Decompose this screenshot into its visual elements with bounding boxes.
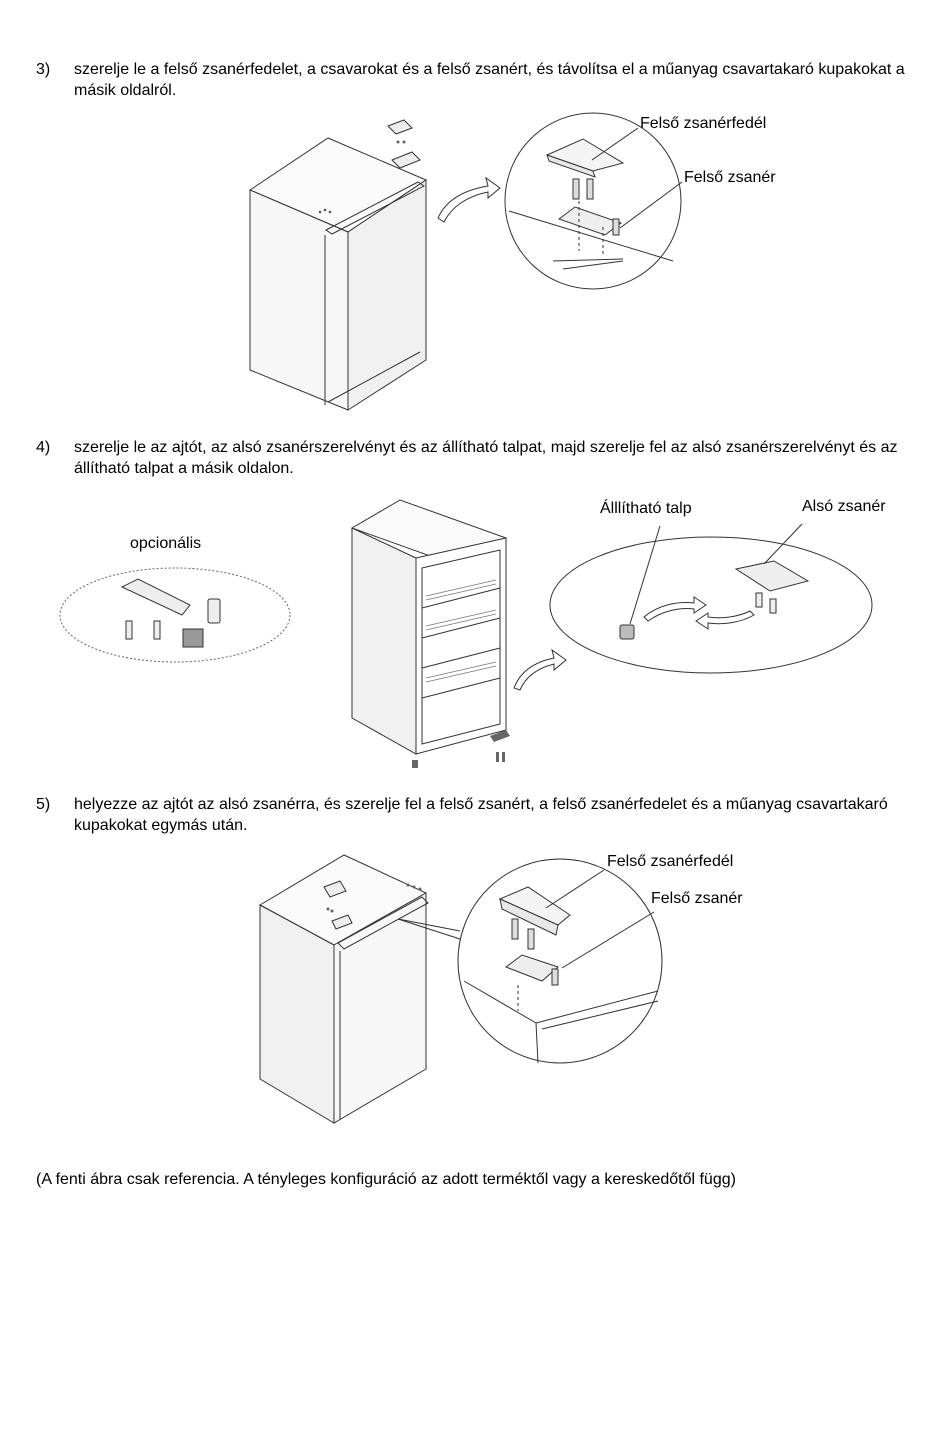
label-upper-hinge: Felső zsanér	[684, 169, 776, 186]
step-number: 5)	[36, 796, 51, 813]
reference-note: (A fenti ábra csak referencia. A tényleges konfiguráció az adott terméktől vagy a kereskedőtől függ)	[36, 1171, 736, 1188]
fridge-open-illustration	[350, 498, 520, 773]
leader-lines-5	[540, 866, 660, 976]
optional-parts-ellipse	[58, 565, 293, 665]
label-upper-hinge-5: Felső zsanér	[651, 890, 743, 907]
curved-arrow-3	[434, 176, 504, 226]
step-text: szerelje le a felső zsanérfedelet, a csavarokat és a felső zsanért, és távolítsa el a műanyag csavartakaró kupakokat a másik oldalról.	[74, 61, 905, 99]
label-optional: opcionális	[130, 535, 202, 552]
label-lower-hinge: Alsó zsanér	[802, 498, 886, 515]
step-text: szerelje le az ajtót, az alsó zsanérszerelvényt és az állítható talpat, majd szerelje fel az alsó zsanérszerelvényt és az állítható talpat a másik oldalon.	[74, 439, 898, 477]
fridge-closed-illustration-3	[248, 120, 438, 420]
label-upper-hinge-cover-5: Felső zsanérfedél	[607, 853, 734, 870]
step-number: 3)	[36, 61, 51, 78]
leader-lines-4	[626, 520, 806, 630]
fridge-closed-illustration-5	[258, 853, 448, 1128]
label-upper-hinge-cover: Felső zsanérfedél	[640, 115, 767, 132]
leader-lines-3	[590, 124, 690, 234]
step-number: 4)	[36, 439, 51, 456]
label-adjustable-foot: Álllítható talp	[600, 500, 692, 517]
step-text: helyezze az ajtót az alsó zsanérra, és szerelje fel a felső zsanért, a felső zsanérfedelet és a műanyag csavartakaró kupakokat egymás után.	[74, 796, 888, 834]
